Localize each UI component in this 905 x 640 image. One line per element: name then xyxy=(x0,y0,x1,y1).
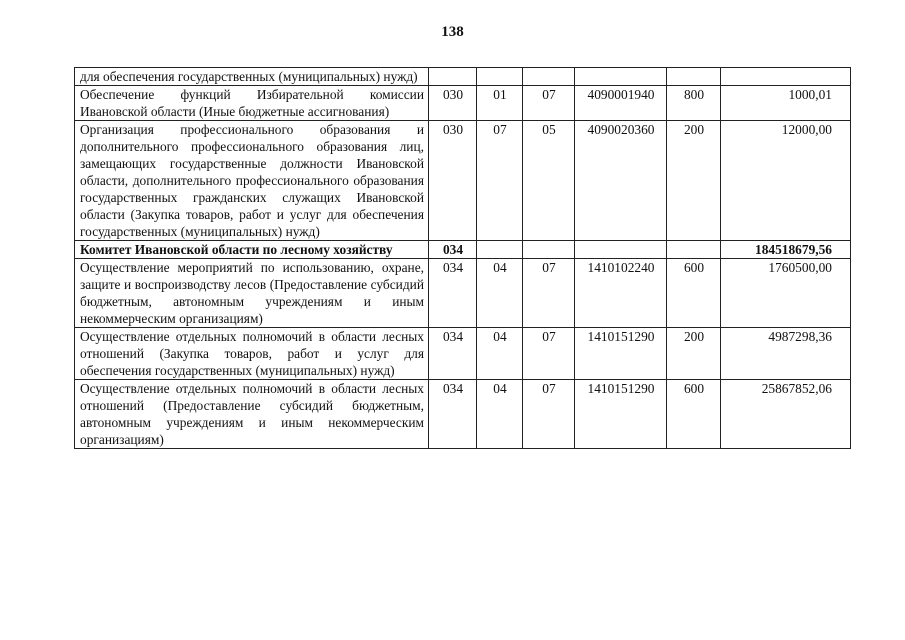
section-code: 04 xyxy=(477,380,523,449)
amount: 12000,00 xyxy=(721,121,851,241)
amount: 184518679,56 xyxy=(721,241,851,259)
row-description: Обеспечение функций Избирательной комиссии Ивановской области (Иные бюджетные ассигнования) xyxy=(75,86,429,121)
expense-type-code xyxy=(667,241,721,259)
budget-table xyxy=(74,67,851,449)
expense-type-code: 600 xyxy=(667,259,721,328)
subsection-code xyxy=(523,68,575,86)
row-description: для обеспечения государственных (муниципальных) нужд) xyxy=(75,68,429,86)
table-row xyxy=(75,121,851,241)
subsection-code: 07 xyxy=(523,328,575,380)
table-row xyxy=(75,259,851,328)
target-article-code: 1410151290 xyxy=(575,380,667,449)
dept-code: 034 xyxy=(429,241,477,259)
section-code xyxy=(477,241,523,259)
table-row xyxy=(75,380,851,449)
page-number: 138 xyxy=(441,24,464,40)
table-row-committee xyxy=(75,241,851,259)
expense-type-code: 200 xyxy=(667,328,721,380)
section-code: 04 xyxy=(477,328,523,380)
dept-code: 034 xyxy=(429,259,477,328)
expense-type-code: 200 xyxy=(667,121,721,241)
expense-type-code: 600 xyxy=(667,380,721,449)
table-row xyxy=(75,68,851,86)
amount: 1000,01 xyxy=(721,86,851,121)
dept-code: 034 xyxy=(429,328,477,380)
table-row xyxy=(75,86,851,121)
subsection-code: 07 xyxy=(523,259,575,328)
section-code: 01 xyxy=(477,86,523,121)
amount: 4987298,36 xyxy=(721,328,851,380)
target-article-code: 1410151290 xyxy=(575,328,667,380)
expense-type-code xyxy=(667,68,721,86)
row-description: Осуществление отдельных полномочий в области лесных отношений (Закупка товаров, работ и услуг для обеспечения государственных (муниципальных) нужд) xyxy=(75,328,429,380)
subsection-code: 07 xyxy=(523,380,575,449)
row-description: Осуществление мероприятий по использованию, охране, защите и воспроизводству лесов (Предоставление субсидий бюджетным, автономным учреждениям и иным некоммерческим организациям) xyxy=(75,259,429,328)
table-row xyxy=(75,328,851,380)
amount: 1760500,00 xyxy=(721,259,851,328)
target-article-code: 1410102240 xyxy=(575,259,667,328)
section-code: 07 xyxy=(477,121,523,241)
subsection-code xyxy=(523,241,575,259)
row-description: Комитет Ивановской области по лесному хозяйству xyxy=(75,241,429,259)
section-code xyxy=(477,68,523,86)
amount: 25867852,06 xyxy=(721,380,851,449)
subsection-code: 07 xyxy=(523,86,575,121)
dept-code: 030 xyxy=(429,121,477,241)
expense-type-code: 800 xyxy=(667,86,721,121)
dept-code: 030 xyxy=(429,86,477,121)
target-article-code: 4090001940 xyxy=(575,86,667,121)
amount xyxy=(721,68,851,86)
target-article-code xyxy=(575,241,667,259)
target-article-code xyxy=(575,68,667,86)
row-description: Организация профессионального образования и дополнительного профессионального образования лиц, замещающих государственные должности Ивановской области, дополнительного профессионального образования государственных гражданских служащих Ивановской области (Закупка товаров, работ и услуг для обеспечения государственных (муниципальных) нужд) xyxy=(75,121,429,241)
row-description: Осуществление отдельных полномочий в области лесных отношений (Предоставление субсидий бюджетным, автономным учреждениям и иным некоммерческим организациям) xyxy=(75,380,429,449)
dept-code xyxy=(429,68,477,86)
subsection-code: 05 xyxy=(523,121,575,241)
section-code: 04 xyxy=(477,259,523,328)
target-article-code: 4090020360 xyxy=(575,121,667,241)
dept-code: 034 xyxy=(429,380,477,449)
